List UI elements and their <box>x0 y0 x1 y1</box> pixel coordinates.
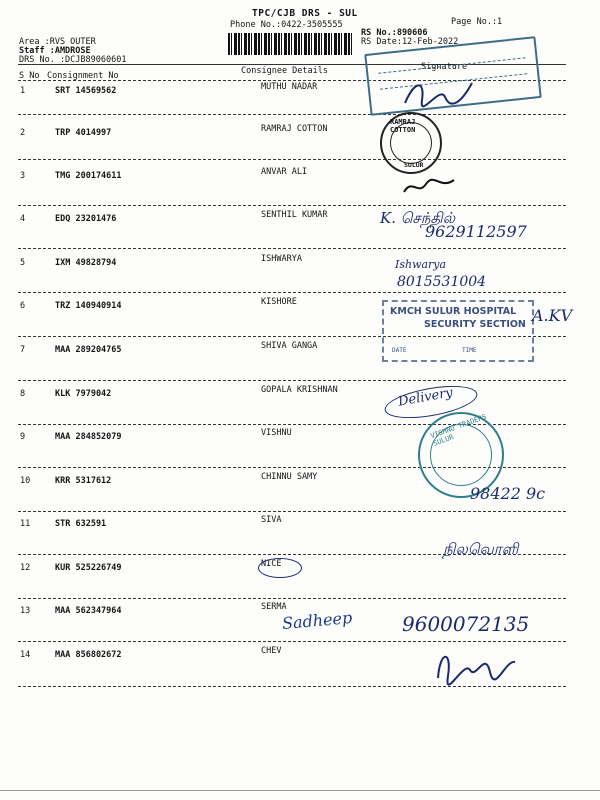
row-divider <box>18 686 566 687</box>
row-sno: 3 <box>20 171 26 181</box>
row-consignment: SRT 14569562 <box>55 86 117 96</box>
phone-number: Phone No.:0422-3505555 <box>230 20 343 30</box>
seal-text: SULUR <box>404 161 424 169</box>
col-signature: Signature <box>421 62 468 72</box>
row-sno: 11 <box>20 519 31 529</box>
row-sno: 8 <box>20 389 26 399</box>
row-sno: 7 <box>20 345 26 355</box>
signature-row14 <box>430 640 520 686</box>
stamp-line: SECURITY SECTION <box>424 319 526 330</box>
row-consignment: STR 632591 <box>55 519 107 529</box>
row-sno: 6 <box>20 301 26 311</box>
signature-row3 <box>400 170 460 200</box>
handwritten-name: Ishwarya <box>395 258 447 271</box>
row-divider <box>18 114 566 115</box>
row-divider <box>18 205 566 206</box>
row-consignment: MAA 284852079 <box>55 432 122 442</box>
row-sno: 2 <box>20 128 26 138</box>
row-sno: 9 <box>20 432 26 442</box>
signature-row1 <box>400 75 480 111</box>
row-consignee: VISHNU <box>261 428 292 438</box>
stamp-line: KMCH SULUR HOSPITAL <box>390 306 517 317</box>
handwritten-phone: 98422 9c <box>470 484 546 503</box>
row-sno: 13 <box>20 606 31 616</box>
sheet-title: TPC/CJB DRS - SUL <box>252 8 358 19</box>
row-consignee: SENTHIL KUMAR <box>261 210 328 220</box>
ramraj-seal <box>380 112 442 174</box>
handwritten-phone: 9629112597 <box>425 222 527 241</box>
col-consignment: Consignment No <box>47 71 119 81</box>
consignee-circle-mark <box>258 558 302 578</box>
row-consignee: RAMRAJ COTTON <box>261 124 328 134</box>
row-consignment: TRZ 140940914 <box>55 301 122 311</box>
page-number: Page No.:1 <box>451 17 503 27</box>
row-sno: 5 <box>20 258 26 268</box>
row-divider <box>18 248 566 249</box>
row-divider <box>18 598 566 599</box>
row-consignee: SERMA <box>261 602 287 612</box>
row-divider <box>18 292 566 293</box>
handwritten-initials: A.KV <box>532 306 573 325</box>
page-edge <box>0 790 600 791</box>
row-divider <box>18 380 566 381</box>
row-sno: 14 <box>20 650 31 660</box>
row-consignee: CHINNU SAMY <box>261 472 318 482</box>
row-consignment: MAA 289204765 <box>55 345 122 355</box>
row-consignee: CHEV <box>261 646 282 656</box>
row-consignment: KUR 525226749 <box>55 563 122 573</box>
row-sno: 12 <box>20 563 31 573</box>
area-label: Area :RVS OUTER <box>19 37 96 47</box>
row-consignee: ANVAR ALI <box>261 167 308 177</box>
rs-date: RS Date:12-Feb-2022 <box>361 37 459 47</box>
row-consignment: IXM 49828794 <box>55 258 117 268</box>
drs-number: DRS No. :DCJB89060601 <box>19 55 127 65</box>
handwritten-name: K. செந்தில் <box>380 209 456 227</box>
handwritten-name: நிலவொளி <box>443 540 519 558</box>
kmch-security-stamp <box>382 300 534 362</box>
stamp-time-label: TIME <box>462 347 477 354</box>
row-consignment: KLK 7979042 <box>55 389 112 399</box>
row-consignment: MAA 562347964 <box>55 606 122 616</box>
handwritten-phone: 8015531004 <box>397 274 487 290</box>
stamp-date-label: DATE <box>392 347 407 354</box>
row-consignment: KRR 5317612 <box>55 476 112 486</box>
seal-text: RAMRAJ COTTON <box>390 118 416 134</box>
handwritten-signature: Sadheep <box>281 607 353 634</box>
row-consignee: SIVA <box>261 515 282 525</box>
row-divider <box>18 511 566 512</box>
seal-text: VISHNU TRADERS SULUR <box>429 412 488 448</box>
row-consignee: KISHORE <box>261 297 297 307</box>
row-consignee: SHIVA GANGA <box>261 341 318 351</box>
handwritten-note: Delivery <box>397 385 454 410</box>
barcode <box>228 33 352 55</box>
row-sno: 1 <box>20 86 26 96</box>
row-consignee: ISHWARYA <box>261 254 302 264</box>
handwritten-phone: 9600072135 <box>402 612 530 636</box>
row-consignment: TRP 4014997 <box>55 128 112 138</box>
row-divider <box>18 159 566 160</box>
row-consignment: EDQ 23201476 <box>55 214 117 224</box>
row-consignment: MAA 856802672 <box>55 650 122 660</box>
col-consignee: Consignee Details <box>241 66 328 76</box>
staff-label: Staff :AMDROSE <box>19 46 91 56</box>
row-consignment: TMG 200174611 <box>55 171 122 181</box>
row-sno: 4 <box>20 214 26 224</box>
row-consignee: MUTHU NADAR <box>261 82 318 92</box>
row-consignee: GOPALA KRISHNAN <box>261 385 338 395</box>
row-sno: 10 <box>20 476 31 486</box>
row-consignee: NICE <box>261 559 282 569</box>
rs-number: RS No.:890606 <box>361 28 428 38</box>
col-sno: S No <box>19 71 40 81</box>
